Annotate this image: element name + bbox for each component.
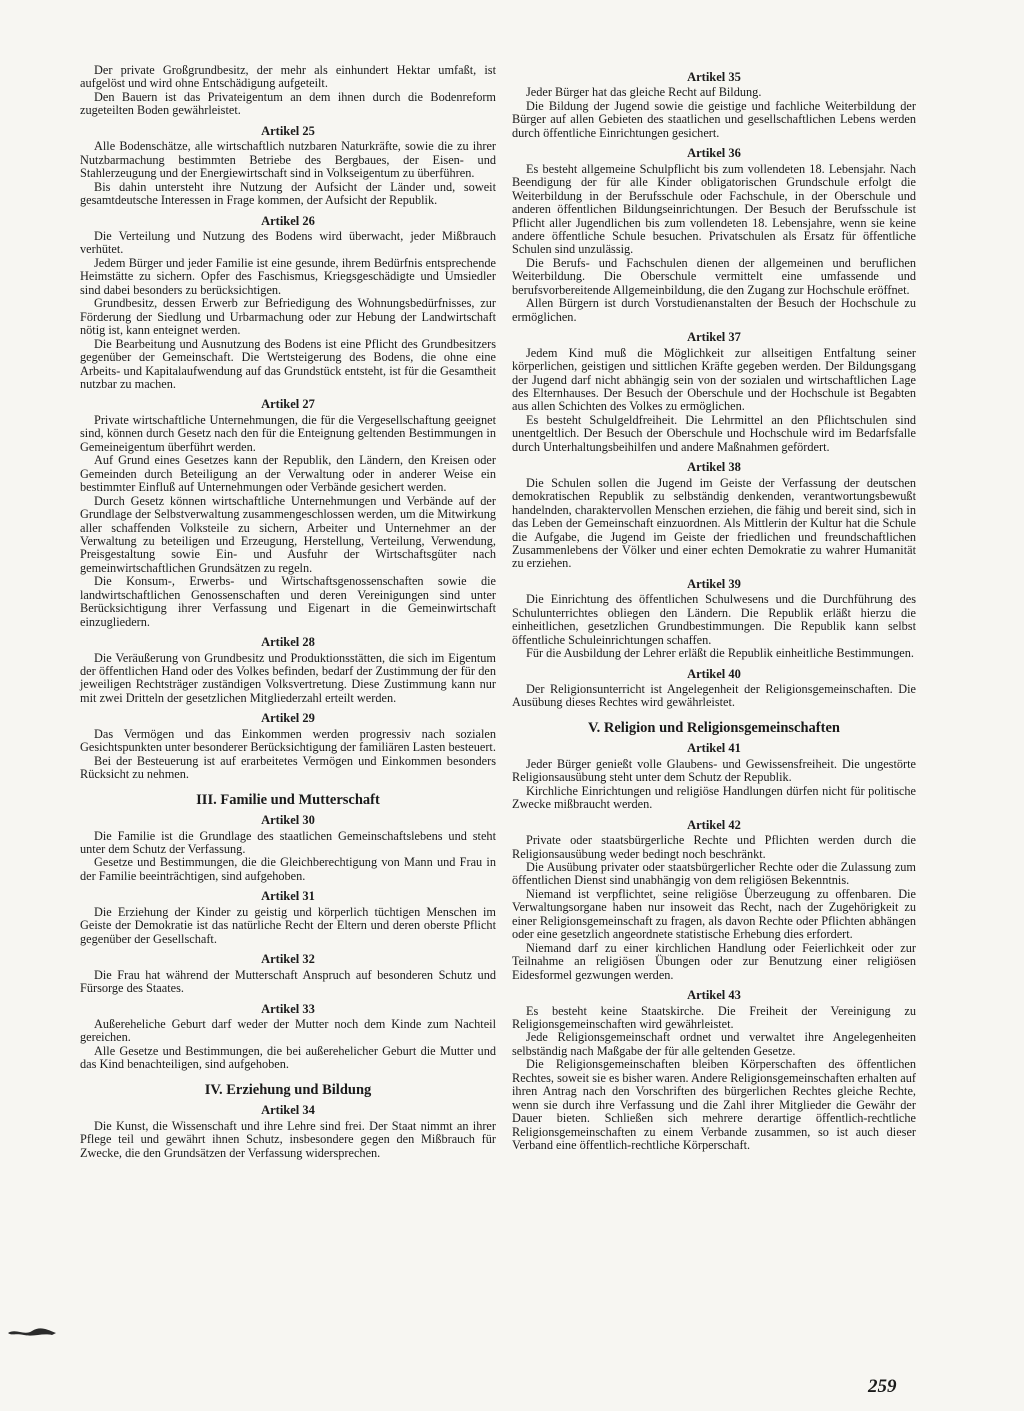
left-column xyxy=(80,64,496,1160)
paragraph: Die Frau hat während der Mutterschaft Anspruch auf besonderen Schutz und Fürsorge des Staates. xyxy=(80,967,496,996)
paragraph: Private wirtschaftliche Unternehmungen, die für die Vergesellschaftung geeignet sind, können durch Gesetz nach den für die Enteignung geltenden Bestimmungen in Gemeineigentum überführt werden. xyxy=(80,412,496,454)
right-column xyxy=(512,64,916,1153)
article-heading: Artikel 30 xyxy=(261,813,315,828)
article-heading: Artikel 27 xyxy=(261,397,315,412)
paragraph: Es besteht keine Staatskirche. Die Freiheit der Vereinigung zu Religionsgemeinschaften wird gewährleistet. xyxy=(512,1003,916,1031)
article-heading: Artikel 29 xyxy=(261,711,315,726)
section-heading: IV. Erziehung und Bildung xyxy=(204,1081,372,1098)
article-heading: Artikel 28 xyxy=(261,635,315,650)
article-heading: Artikel 32 xyxy=(261,952,315,967)
section-heading: V. Religion und Religionsgemeinschaften xyxy=(588,719,840,736)
article-heading: Artikel 31 xyxy=(261,889,315,904)
paragraph: Bis dahin untersteht ihre Nutzung der Aufsicht der Länder und, soweit gesamtdeutsche Interessen in Frage kommen, der Aufsicht der Republik. xyxy=(80,179,496,208)
article-heading: Artikel 43 xyxy=(687,988,741,1003)
paragraph: Die Bildung der Jugend sowie die geistige und fachliche Weiterbildung der Bürger auf allen Gebieten des staatlichen und gesellschaftlichen Lebens werden durch öffentliche Einrichtungen gesichert. xyxy=(512,98,916,140)
paragraph: Auf Grund eines Gesetzes kann der Republik, den Ländern, den Kreisen oder Gemeinden durch Beteiligung an der Verwaltung oder in anderer Weise ein bestimmter Einfluß auf Unternehmungen oder Verbände gesichert werden. xyxy=(80,453,496,495)
paragraph: Die Veräußerung von Grundbesitz und Produktionsstätten, die sich im Eigentum der öffentlichen Hand oder des Volkes befinden, bedarf der Zustimmung der für den jeweiligen Rechtsträger zuständigen Volksvertretung. Diese Zustimmung kann nur mit zwei Dritteln der gesetzlichen Mitgliederzahl erteilt werden. xyxy=(80,650,496,705)
paragraph: Die Schulen sollen die Jugend im Geiste der Verfassung der deutschen demokratischen Republik zu selbständig denkenden, verantwortungsbewußt handelnden, charaktervollen Menschen erziehen, die fähig und bereit sind, sich in das Leben der Gemeinschaft einzuordnen. Als Mittlerin der Kultur hat die Schule die Aufgabe, die Jugend im Geiste der friedlichen und freundschaftlichen Zusammenlebens der Völker und einer echten Demokratie zu wahrer Humanität zu erziehen. xyxy=(512,475,916,571)
section-heading: III. Familie und Mutterschaft xyxy=(196,791,380,808)
paragraph: Alle Bodenschätze, alle wirtschaftlich nutzbaren Naturkräfte, sowie die zu ihrer Nutzbarmachung bestimmten Betriebe des Bergbaues, der Eisen- und Stahlerzeugung und der Energiewirtschaft sind in Volkseigentum zu überführen. xyxy=(80,139,496,181)
article-heading: Artikel 34 xyxy=(261,1103,315,1118)
paragraph: Private oder staatsbürgerliche Rechte und Pflichten werden durch die Religionsausübung weder bedingt noch beschränkt. xyxy=(512,833,916,861)
article-heading: Artikel 36 xyxy=(687,146,741,161)
article-heading: Artikel 42 xyxy=(687,817,741,832)
article-heading: Artikel 39 xyxy=(687,576,741,591)
paragraph: Niemand ist verpflichtet, seine religiöse Überzeugung zu offenbaren. Die Verwaltungsorgane haben nur insoweit das Recht, nach der Zugehörigkeit zu einer Religionsgemeinschaft zu fragen, als davon Rechte oder Pflichten abhängen oder eine gesetzlich angeordnete statistische Erhebung dies erfordert. xyxy=(512,886,916,942)
paragraph: Der private Großgrundbesitz, der mehr als einhundert Hektar umfaßt, ist aufgelöst und wird ohne Entschädigung aufgeteilt. xyxy=(80,63,496,91)
article-heading: Artikel 41 xyxy=(687,741,741,756)
paragraph: Jeder Bürger genießt volle Glaubens- und Gewissensfreiheit. Die ungestörte Religionsausübung steht unter dem Schutz der Republik. xyxy=(512,756,916,785)
paragraph: Die Berufs- und Fachschulen dienen der allgemeinen und beruflichen Weiterbildung. Die Oberschule vermittelt eine umfassende und berufsvorbereitende Allgemeinbildung, die den Zugang zur Hochschule eröffnet. xyxy=(512,255,916,297)
article-heading: Artikel 35 xyxy=(687,70,741,84)
paragraph: Für die Ausbildung der Lehrer erläßt die Republik einheitliche Bestimmungen. xyxy=(526,646,914,661)
article-heading: Artikel 37 xyxy=(687,330,741,345)
paragraph: Jedem Bürger und jeder Familie ist eine gesunde, ihrem Bedürfnis entsprechende Heimstätte zu sichern. Opfer des Faschismus, Kriegsgeschädigte und Umsiedler sind dabei besonders zu berücksichtigen. xyxy=(80,255,496,297)
paragraph: Gesetze und Bestimmungen, die die Gleichberechtigung von Mann und Frau in der Familie beeinträchtigen, sind aufgehoben. xyxy=(80,855,496,883)
paragraph: Kirchliche Einrichtungen und religiöse Handlungen dürfen nicht für politische Zwecke mißbraucht werden. xyxy=(512,783,916,812)
paragraph: Durch Gesetz können wirtschaftliche Unternehmungen und Verbände auf der Grundlage der Selbstverwaltung zusammengeschlossen werden, um die Mitwirkung aller schaffenden Volksteile zu sichern, Arbeiter und Unternehmer an der Verwaltung zu beteiligen und Erzeugung, Herstellung, Verteilung, Verwendung, Preisgestaltung sowie Ein- und Ausfuhr der Wirtschaftsgüter nach gemeinwirtschaftlichen Grundsätzen zu regeln. xyxy=(80,493,496,575)
ink-smudge-mark xyxy=(6,1324,58,1345)
article-heading: Artikel 38 xyxy=(687,460,741,475)
article-heading: Artikel 25 xyxy=(261,123,315,138)
paragraph: Jeder Bürger hat das gleiche Recht auf Bildung. xyxy=(526,85,762,100)
paragraph: Die Kunst, die Wissenschaft und ihre Lehre sind frei. Der Staat nimmt an ihrer Pflege teil und gewährt ihnen Schutz, insbesondere gegen den Mißbrauch für Zwecke, die den Grundsätzen der Verfassung widersprechen. xyxy=(80,1118,496,1160)
page-number: 259 xyxy=(868,1376,897,1397)
paragraph: Grundbesitz, dessen Erwerb zur Befriedigung des Wohnungsbedürfnisses, zur Förderung der Siedlung und Urbarmachung oder zur Hebung der Landwirtschaft nötig ist, kann enteignet werden. xyxy=(80,296,496,338)
paragraph: Die Erziehung der Kinder zu geistig und körperlich tüchtigen Menschen im Geiste der Demokratie ist das natürliche Recht der Eltern und deren oberste Pflicht gegenüber der Gesellschaft. xyxy=(80,904,496,946)
paragraph: Es besteht Schulgeldfreiheit. Die Lehrmittel an den Pflichtschulen sind unentgeltlich. Der Besuch der Oberschule und Hochschule wird im Bedarfsfalle durch Unterhaltungsbeihilfen und andere Maßnahmen gefördert. xyxy=(512,412,916,454)
paragraph: Allen Bürgern ist durch Vorstudienanstalten der Besuch der Hochschule zu ermöglichen. xyxy=(512,296,916,324)
paragraph: Alle Gesetze und Bestimmungen, die bei außerehelicher Geburt die Mutter und das Kind benachteiligen, sind aufgehoben. xyxy=(80,1043,496,1072)
paragraph: Der Religionsunterricht ist Angelegenheit der Religionsgemeinschaften. Die Ausübung dieses Rechtes wird gewährleistet. xyxy=(512,682,916,710)
paragraph: Jede Religionsgemeinschaft ordnet und verwaltet ihre Angelegenheiten selbständig nach Maßgabe der für alle geltenden Gesetze. xyxy=(512,1030,916,1058)
paragraph: Es besteht allgemeine Schulpflicht bis zum vollendeten 18. Lebensjahr. Nach Beendigung der für alle Kinder obligatorischen Grundschule erfolgt die Weiterbildung in der Berufsschule oder Fachschule, in der Oberschule und anderen öffentlichen Bildungseinrichtungen. Der Besuch der Berufsschule ist Pflicht aller Jugendlichen bis zum vollendeten 18. Lebensjahre, wenn sie keine andere öffentliche Schule besuchen. Privatschulen als Ersatz für öffentliche Schulen sind unzulässig. xyxy=(512,161,916,257)
article-heading: Artikel 33 xyxy=(261,1001,315,1016)
paragraph: Außereheliche Geburt darf weder der Mutter noch dem Kinde zum Nachteil gereichen. xyxy=(80,1017,496,1045)
paragraph: Jedem Kind muß die Möglichkeit zur allseitigen Entfaltung seiner körperlichen, geistigen und sittlichen Kräfte gegeben werden. Der Bildungsgang der Jugend darf nicht abhängig sein von der sozialen und wirtschaftlichen Lage des Elternhauses. Der Besuch der Oberschule und der Hochschule ist Begabten aus allen Schichten des Volkes zu ermöglichen. xyxy=(512,345,916,414)
article-heading: Artikel 40 xyxy=(687,666,741,681)
paragraph: Die Ausübung privater oder staatsbürgerlicher Rechte oder die Zulassung zum öffentlichen Dienst sind unabhängig von dem religiösen Bekenntnis. xyxy=(512,860,916,888)
paragraph: Die Religionsgemeinschaften bleiben Körperschaften des öffentlichen Rechtes, soweit sie es bisher waren. Andere Religionsgemeinschaften erhalten auf ihren Antrag nach den Vorschriften des bürgerlichen Rechtes gleiche Rechte, wenn sie durch ihre Verfassung und die Zahl ihrer Mitglieder die Gewähr der Dauer bieten. Schließen sich mehrere derartige öffentlich-rechtliche Religionsgemeinschaften zu einem Verbande zusammen, so ist auch dieser Verband eine öffentlich-rechtliche Körperschaft. xyxy=(512,1057,916,1153)
paragraph: Die Einrichtung des öffentlichen Schulwesens und die Durchführung des Schulunterrichtes obliegen den Ländern. Die Republik erläßt hierzu die einheitlichen, gesetzlichen Grundbestimmungen. Die Republik kann selbst öffentliche Schuleinrichtungen schaffen. xyxy=(512,592,916,647)
paragraph: Die Verteilung und Nutzung des Bodens wird überwacht, jeder Mißbrauch verhütet. xyxy=(80,228,496,257)
paragraph: Die Bearbeitung und Ausnutzung des Bodens ist eine Pflicht des Grundbesitzers gegenüber der Gemeinschaft. Die Wertsteigerung des Bodens, die ohne eine Arbeits- und Kapitalaufwendung auf das Grundstück entsteht, ist für die Gesamtheit nutzbar zu machen. xyxy=(80,336,496,391)
article-heading: Artikel 26 xyxy=(261,213,315,228)
paragraph: Die Konsum-, Erwerbs- und Wirtschaftsgenossenschaften sowie die landwirtschaftlichen Genossenschaften und deren Vereinigungen sind unter Berücksichtigung ihrer Verfassung und Eigenart in die Gemeinwirtschaft einzugliedern. xyxy=(80,574,496,629)
paragraph: Bei der Besteuerung ist auf erarbeitetes Vermögen und Einkommen besonders Rücksicht zu nehmen. xyxy=(80,753,496,782)
paragraph: Den Bauern ist das Privateigentum an dem ihnen durch die Bodenreform zugeteilten Boden gewährleistet. xyxy=(80,89,496,118)
paragraph: Das Vermögen und das Einkommen werden progressiv nach sozialen Gesichtspunkten unter besonderer Berücksichtigung der familiären Lasten besteuert. xyxy=(80,726,496,755)
paragraph: Niemand darf zu einer kirchlichen Handlung oder Feierlichkeit oder zur Teilnahme an religiösen Übungen oder zur Benutzung einer religiösen Eidesformel gezwungen werden. xyxy=(512,940,916,982)
paragraph: Die Familie ist die Grundlage des staatlichen Gemeinschaftslebens und steht unter dem Schutz der Verfassung. xyxy=(80,828,496,857)
